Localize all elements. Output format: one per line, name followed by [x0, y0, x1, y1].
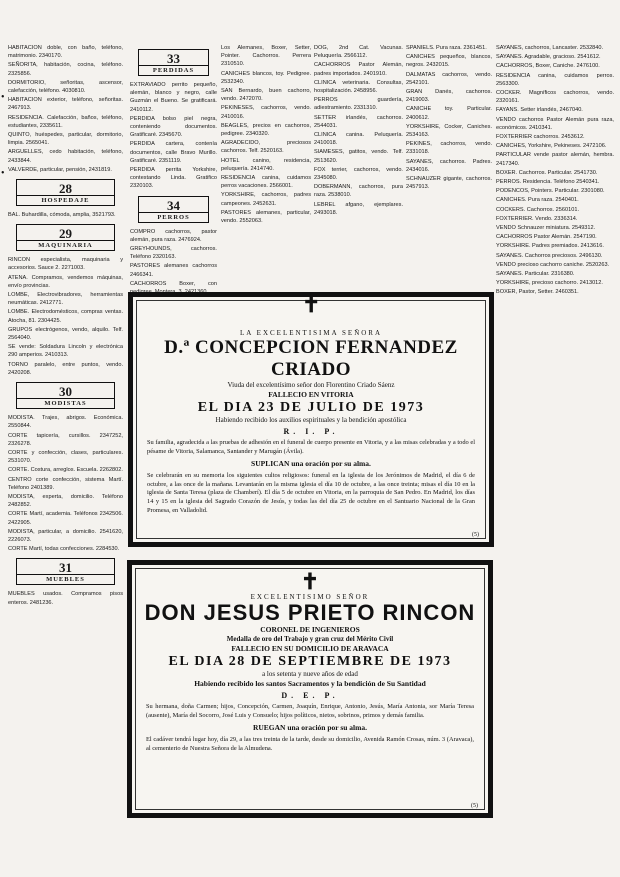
classified-ad: SPANIELS. Pura raza. 2361451. [406, 45, 487, 51]
classified-ad: PERDIDA bolso piel negra, conteniendo documentos. Gratificaré. 2345670. [130, 115, 217, 139]
obituary-notice-fernandez-criado [128, 292, 494, 547]
classified-ad: CACHORROS Boxer, con [130, 280, 217, 287]
classified-ad: BAL. Buhardilla, cómoda, amplia, 3521793. [8, 212, 116, 219]
section-label: PERROS [139, 212, 208, 222]
classified-ad: CORTE Martí, academia. Teléfonos 2342506. 2422905. [8, 511, 123, 526]
classified-ad: MUEBLES usados. Compramos pisos enteros. 2481236. [8, 591, 123, 606]
classified-ad: PARTICULAR vende pastor alemán, hembra. 2417340. [496, 152, 614, 167]
section-label: PERDIDAS [139, 65, 208, 75]
obituary-name: DON JESUS PRIETO RINCON [144, 600, 476, 625]
classified-ad: DOBERMANN, cachorros, pura raza. 2538010. [314, 184, 403, 199]
classifieds-column-5 [406, 44, 492, 294]
classified-ad: QUINTO, huéspedes, particular, dormitorio, limpia. 2565041. [8, 132, 123, 147]
classifieds-column-1 [8, 44, 123, 874]
classified-ad: FOXTERRIER cachorros. 2453612. [496, 134, 585, 141]
classified-ad: COCKERS. Cachorros. 2560101. [496, 206, 580, 213]
obituary-rip: D. E. P. [281, 691, 339, 700]
classified-ad: CLINICA canina. Peluquería. 2410018. [314, 132, 403, 147]
section-label: MODISTAS [17, 398, 114, 408]
obituary-place: FALLECIO EN VITORIA [268, 390, 354, 399]
classified-ad: DALMATAS cachorros, vendo. 2542101. [406, 71, 492, 86]
classified-ad: SAYANES. Agradable, gracioso. 2541612. [496, 54, 601, 61]
classified-ad: ATENA. Compramos, vendemos máquinas, envío provincias. [8, 274, 123, 289]
classified-ad: PERDIDA cartera, contenía documentos, calle Bravo Murillo. Gratificaré. 2351119. [130, 141, 217, 164]
classifieds-column-2 [130, 44, 217, 294]
classified-ad: DOG, 2nd Cat. Vacunas. Peluquería. 2566112. [314, 45, 403, 60]
obituary-name: D.ª CONCEPCION FERNANDEZ CRIADO [164, 337, 458, 380]
classified-ad: VENDO Schnauzer miniatura. 2549312. [496, 225, 596, 232]
classified-ad: RESIDENCIA. Calefacción, baños, teléfono, estudiantes, 2335611. [8, 114, 123, 129]
classified-ad: CANICHES pequeños, blancos, negros. 2432015. [406, 54, 492, 69]
classified-ad: RESIDENCIA canina, cuidamos perros. 2563300. [496, 72, 614, 87]
classified-ad: FAYANS. Setter irlandés, 2467040. [496, 107, 583, 114]
obituary-content [133, 297, 489, 515]
classified-ad: RINCON especialista, maquinaria y accesorios. Sauce 2. 2271003. [8, 257, 123, 272]
section-number: 34 [167, 197, 180, 213]
classified-ad: PERROS. Residencia. Teléfono 2540341. [496, 179, 600, 186]
obituary-honorific: EXCELENTISIMO SEÑOR [250, 593, 370, 601]
obituary-widow-of: Viuda del excelentísimo señor don Florentino Criado Sáenz [227, 381, 395, 389]
obituary-place: FALLECIO EN SU DOMICILIO DE ARAVACA [231, 644, 389, 653]
classified-ad: CORTE y confección, clases, particulares. 2531070. [8, 449, 123, 465]
classified-ad: PASTORES alemanes cachorros 2466341. [130, 263, 217, 278]
classified-ad: VENDO precioso cachorro caniche. 2520263. [496, 261, 610, 268]
classified-ad: CANICHES, Yorkshire, Pekineses. 2472106. [496, 143, 607, 150]
classified-ad: SETTER irlandés, cachorros. 2544031. [314, 114, 403, 129]
classified-ad: COMPRO cachorros, pastor alemán, pura raza. 2476924. [130, 228, 217, 243]
pin-mark-icon: • [1, 92, 5, 103]
classified-ad: GRAN Danés, cachorros. 2419003. [406, 89, 492, 104]
classified-ad: VALVERDE, particular, pensión, 2431819. [8, 166, 112, 173]
classified-ad: YORKSHIRE, precioso cachorro. 2413012. [496, 280, 603, 287]
section-header-muebles [16, 558, 115, 585]
classified-ad: MODISTA. Trajes, abrigos. Económica. 2550844. [8, 415, 123, 430]
section-header-perdidas [138, 49, 209, 76]
classified-ad: ARGUELLES, cedo habitación, teléfono, 2433844. [8, 149, 123, 164]
classified-ad: PEKINES, cachorros, vendo. 2331018. [406, 141, 492, 156]
cross-icon: ✝ [300, 569, 320, 594]
section-label: HOSPEDAJE [17, 195, 114, 205]
obituary-sacraments: Habiendo recibido los auxilios espirituales y la bendición apostólica [215, 416, 407, 424]
section-label: MAQUINARIA [17, 240, 114, 250]
classifieds-column-4 [314, 44, 403, 294]
obituary-notice-prieto-rincon [127, 560, 493, 818]
classified-ad: RESIDENCIA canina, cuidamos perros vacaciones. 2566001. [221, 175, 311, 190]
cross-icon: ✝ [302, 292, 321, 317]
pin-mark-icon: • [1, 168, 5, 179]
classified-ad: LOMBE, Electrovibradores, herramientas neumáticas. 2412771. [8, 292, 123, 307]
section-number: 33 [167, 51, 180, 66]
classified-ad: AGRADECIDO, preciosos cachorros. Telf. 2520163. [221, 140, 311, 155]
obituary-masses: Se celebrarán en su memoria los siguientes cultos religiosos: funeral en la iglesia de los Jerónimos de Madrid, el día 6 de octubre, a las once de la mañana. Levantarán en la misma iglesia el día 10 de octubre, a las once treinta; misas el día 10 en la iglesia de Santa Teresa (plaza de Chamberí). El día 5 de octubre en Vitoria, en la parroquia de San Pedro. En Madrid, los días 14 y 15 en la iglesia del Sagrado Corazón de Jesús, y todas las del día 25 de octubre en el Santuario Nacional de la Gran Promesa, en Valladolid. [147, 472, 475, 514]
obituary-reference: (5) [471, 803, 478, 809]
classified-ad: HABITACION doble, con baño, teléfono, matrimonio. 2340170. [8, 45, 123, 60]
classified-ad: GRUPOS electrógenos, vendo, alquilo. Telf. 2564040. [8, 326, 123, 342]
obituary-reference: (5) [472, 532, 479, 538]
classified-ad: SE vende: Soldadura Lincoln y electrónica 290 amperios. 2410313. [8, 344, 123, 359]
classified-ad: Los Alemanes, Boxer, Setter, Pointer. Cachorros. Perrera 2310510. [221, 45, 311, 68]
classified-ad: TORNO paralelo, entre puntos, vendo. 2420208. [8, 361, 123, 376]
section-number: 28 [59, 181, 72, 197]
classified-ad: CACHORROS Pastor Alemán, padres importados. 2401910. [314, 62, 403, 77]
obituary-family: Su hermana, doña Carmen; hijos, Concepción, Carmen, Joaquín, Enrique, Antonio, Jesús, María Antonia, sor María Teresa (ausente), María del Socorro, José Luis y Consuelo; hijos políticos, nietos, sobrinos, primos y demás familia. [146, 703, 474, 719]
classified-ad: CANICHES blancos, toy. Pedigree. 2532340. [221, 70, 311, 85]
classified-ad: GREYHOUNDS, cachorros. Teléfono 2320163. [130, 246, 217, 261]
obituary-request: RUEGAN una oración por su alma. [252, 723, 368, 733]
classifieds-column-3 [221, 44, 311, 294]
classified-ad: BOXER, Pastor, Setter. 2460351. [496, 289, 579, 296]
classified-ad: SEÑORITA, habitación, cocina, teléfono. 2325856. [8, 62, 123, 77]
classified-ad: CACHORROS Pastor Alemán. 2547190. [496, 234, 597, 241]
classified-ad: LEBREL afgano, ejemplares. 2493018. [314, 201, 403, 216]
obituary-sacraments: Habiendo recibido los santos Sacramentos y la bendición de Su Santidad [194, 679, 426, 688]
classified-ad: SCHNAUZER gigante, cachorros. 2457913. [406, 176, 492, 191]
classified-ad: BOXER. Cachorros. Particular. 2541730. [496, 169, 598, 176]
classified-ad: FOX terrier, cachorros, vendo. 2345080. [314, 166, 403, 182]
classified-ad: YORKSHIRE, cachorros, padres campeones. 2452631. [221, 192, 311, 207]
classified-ad: PERDIDA perrita Yorkshire, contestando Linda. Gratifico 2320103. [130, 167, 217, 190]
classified-ad: YORKSHIRE, Cocker, Caniches. 2534163. [406, 123, 492, 139]
classified-ad: PODENCOS, Pointers. Particular. 2301080. [496, 188, 605, 195]
obituary-content [132, 565, 488, 753]
classified-ad: SAN Bernardo, buen cachorro, vendo. 2472070. [221, 88, 311, 103]
obituary-date: EL DIA 23 DE JULIO DE 1973 [197, 400, 425, 415]
section-number: 30 [59, 384, 72, 400]
section-header-perros [138, 196, 209, 223]
classified-ad: BEAGLES, precios en cachorros, pedigree. 2340320. [221, 122, 311, 138]
classified-ad: PEKINESES, cachorros, vendo. 2410016. [221, 105, 311, 120]
classified-ad: MODISTA, experta, domicilio. Teléfono 2482852. [8, 493, 123, 509]
classified-ad: YORKSHIRE. Padres premiados. 2413616. [496, 243, 604, 250]
section-number: 31 [59, 560, 72, 576]
classified-ad: MODISTA, particular, a domicilio. 2541620, 2226073. [8, 528, 123, 543]
classified-ad: EXTRAVIADO perrito pequeño, alemán, blanco y negro, calle Guzmán el Bueno. Se gratificará. 2410112. [130, 82, 217, 113]
classified-ad: PASTORES alemanes, particular, vendo. 2552063. [221, 209, 311, 225]
classified-ad: SIAMESES, gatitos, vendo. Telf. 2513620. [314, 149, 403, 164]
classified-ad: CANICHES. Pura raza. 2540401. [496, 197, 579, 204]
classified-ad: DORMITORIO, señoritas, ascensor, calefacción, teléfono. 4030810. [8, 79, 123, 95]
section-header-hospedaje [16, 179, 115, 206]
obituary-family: Su familia, agradecida a las pruebas de adhesión en el funeral de cuerpo presente en Vitoria, y a las misas celebradas y a todo el pésame de Vitoria, Salamanca, Santander y Marugán (Ávila). [147, 439, 475, 455]
classified-ad: CORTE. Costura, arreglos. Escuela. 2262802. [8, 467, 123, 474]
classified-ad: COCKER. Magníficos cachorros, vendo. 2320161. [496, 90, 614, 105]
obituary-burial: El cadáver tendrá lugar hoy, día 29, a las tres treinta de la tarde, desde su domicilio, Avenida Ramón Crosas, núm. 3 (Aravaca), al cementerio de Nuestra Señora de la Almudena. [146, 736, 474, 752]
section-header-maquinaria [16, 224, 115, 251]
section-number: 29 [59, 226, 72, 242]
classified-ad: CACHORROS, Boxer, Caniche. 2476100. [496, 63, 600, 70]
classified-ad: VENDO cachorros Pastor Alemán pura raza, económicos. 2410341. [496, 116, 614, 131]
classified-ad: PERROS guardería, adiestramiento. 2331310. [314, 97, 403, 112]
classified-ad: CORTE Martí, todas confecciones. 2284530. [8, 546, 120, 553]
classified-ad: CLINICA veterinaria. Consultas, hospitalización. 2458956. [314, 79, 403, 95]
classified-ad: LOMBE. Electrodomésticos, compras ventas. Atocha, 81. 2304425. [8, 309, 123, 324]
section-label: MUEBLES [17, 574, 114, 584]
section-header-modistas [16, 382, 115, 409]
obituary-date: EL DIA 28 DE SEPTIEMBRE DE 1973 [168, 654, 452, 669]
classified-ad: HOTEL canino, residencia, peluquería. 2414740. [221, 157, 311, 172]
obituary-medals: Medalla de oro del Trabajo y gran cruz del Mérito Civil [226, 635, 394, 643]
classified-ad: HABITACION exterior, teléfono, señoritas. 2467913. [8, 97, 123, 112]
obituary-age: a los setenta y nueve años de edad [262, 670, 358, 678]
classified-ad: CENTRO corte confección, sistema Martí. Teléfono 2401389. [8, 476, 123, 491]
classified-ad: CORTE tapicería, cursillos. 2347252, 2326278. [8, 432, 123, 447]
obituary-request: SUPLICAN una oración por su alma. [251, 459, 371, 469]
obituary-rip: R. I. P. [283, 427, 339, 436]
classified-ad: SAYANES, cachorros. Padres. 2434016. [406, 158, 492, 173]
obituary-honorific: LA EXCELENTISIMA SEÑORA [239, 329, 383, 337]
classified-ad: SAYANES. Particular. 2316380. [496, 271, 575, 278]
classified-ad: SAYANES. Cachorros preciosos. 2496130. [496, 252, 603, 259]
classified-ad: CANICHE toy. Particular. 2400612. [406, 106, 492, 121]
classified-ad: SAYANES, cachorros, Lancaster. 2532840. [496, 45, 604, 51]
classifieds-column-6 [496, 44, 614, 874]
obituary-rank: CORONEL DE INGENIEROS [260, 625, 360, 634]
classified-ad: FOXTERRIER. Vendo. 2336314. [496, 215, 578, 222]
